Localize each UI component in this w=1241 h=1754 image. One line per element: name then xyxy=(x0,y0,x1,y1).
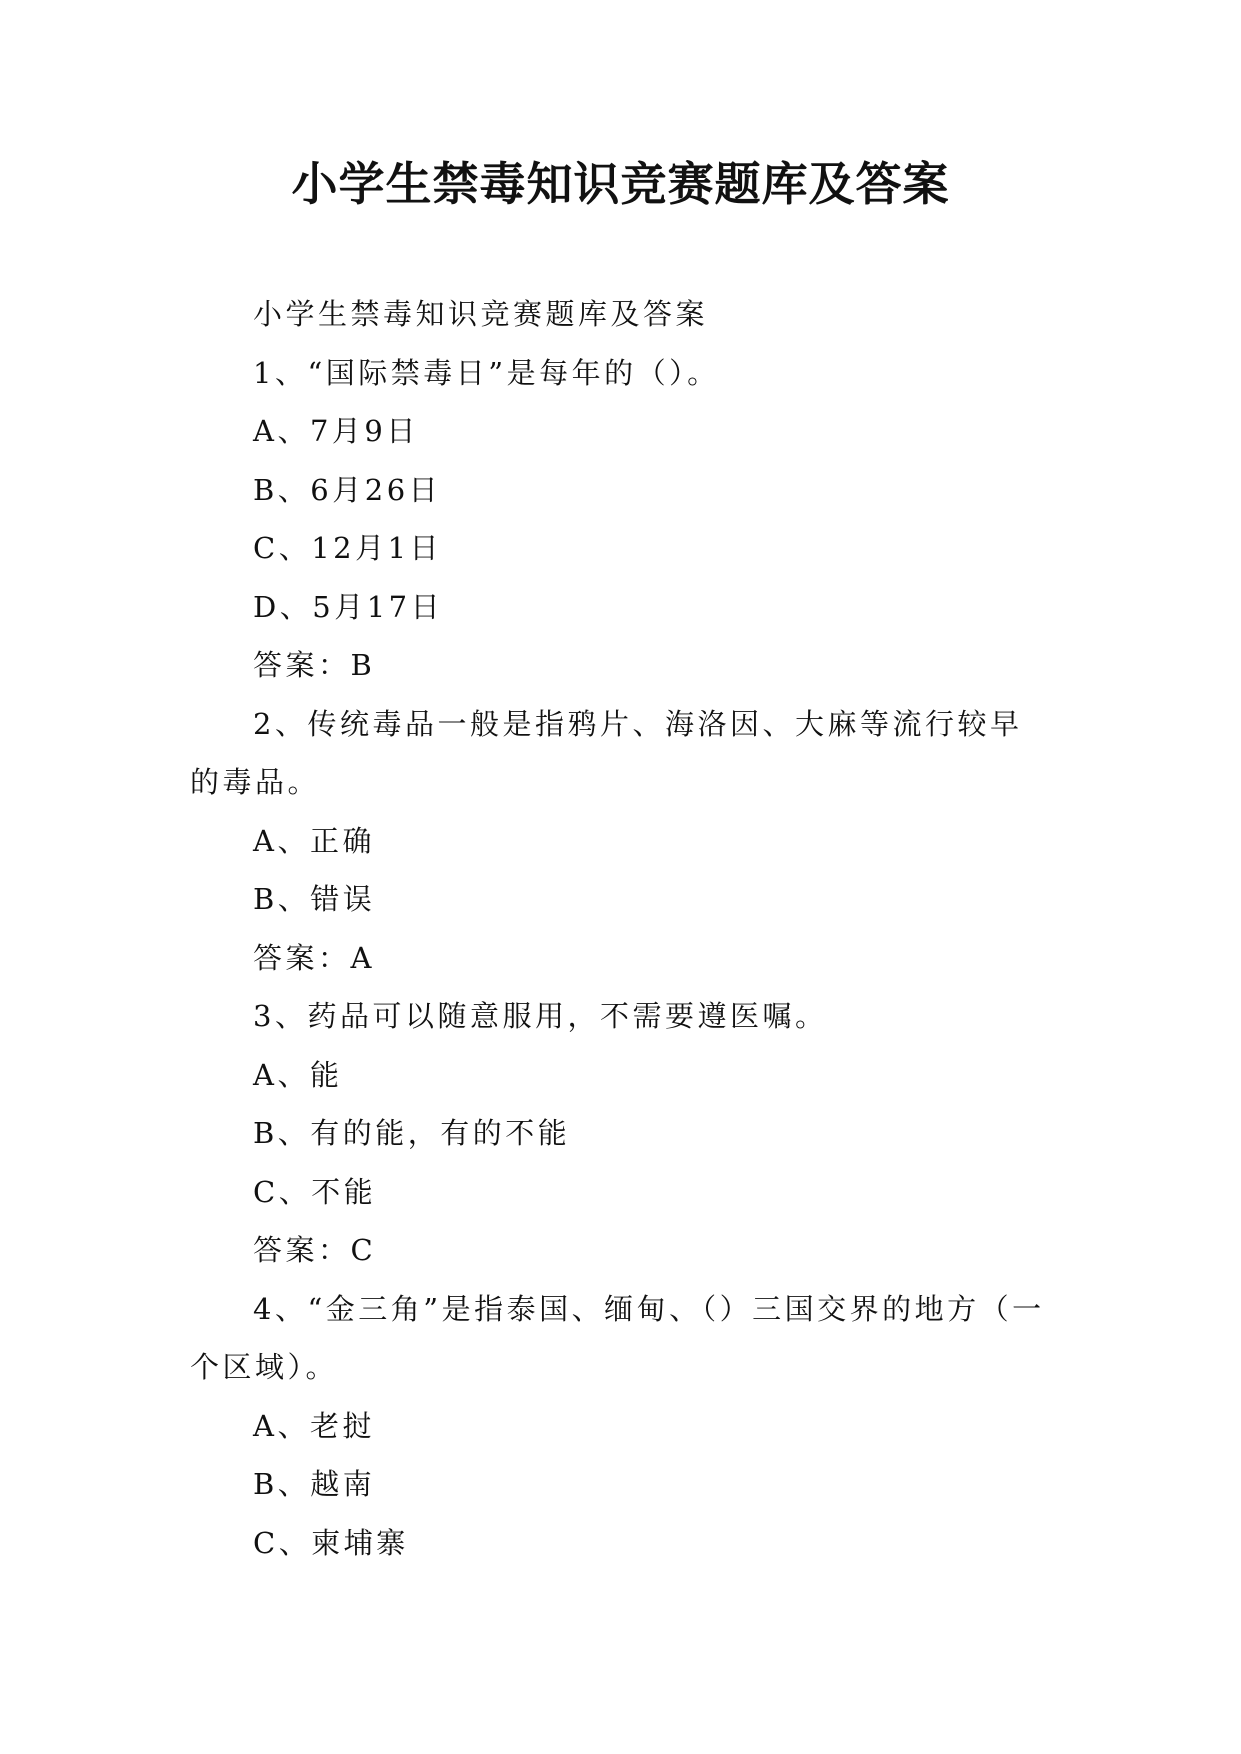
option-1a: A、7月9日 xyxy=(253,414,419,448)
option-3c: C、不能 xyxy=(253,1174,377,1209)
question-1: 1、“国际禁毒日”是每年的（）。 xyxy=(253,355,720,390)
option-2a: A、正确 xyxy=(253,823,375,858)
document-body xyxy=(190,285,1050,1572)
option-3a: A、能 xyxy=(253,1057,343,1092)
document-title: 小学生禁毒知识竞赛题库及答案 xyxy=(291,157,950,211)
option-3b: B、有的能，有的不能 xyxy=(253,1116,571,1150)
option-4b: B、越南 xyxy=(253,1467,376,1501)
question-2: 2、传统毒品一般是指鸦片、海洛因、大麻等流行较早的毒品。 xyxy=(190,706,1023,799)
option-1d: D、5月17日 xyxy=(253,589,444,624)
option-4a: A、老挝 xyxy=(253,1408,375,1443)
answer-3: 答案：C xyxy=(253,1233,377,1267)
option-1b: B、6月26日 xyxy=(253,472,442,507)
question-3: 3、药品可以随意服用，不需要遵医嘱。 xyxy=(253,999,828,1033)
answer-1: 答案：B xyxy=(253,648,376,682)
answer-2: 答案：A xyxy=(253,940,375,975)
option-2b: B、错误 xyxy=(253,882,376,916)
option-4c: C、柬埔寨 xyxy=(253,1525,409,1560)
question-4: 4、“金三角”是指泰国、缅甸、（）三国交界的地方（一个区域）。 xyxy=(190,1291,1045,1384)
subtitle-paragraph: 小学生禁毒知识竞赛题库及答案 xyxy=(253,297,709,331)
option-1c: C、12月1日 xyxy=(253,531,443,565)
